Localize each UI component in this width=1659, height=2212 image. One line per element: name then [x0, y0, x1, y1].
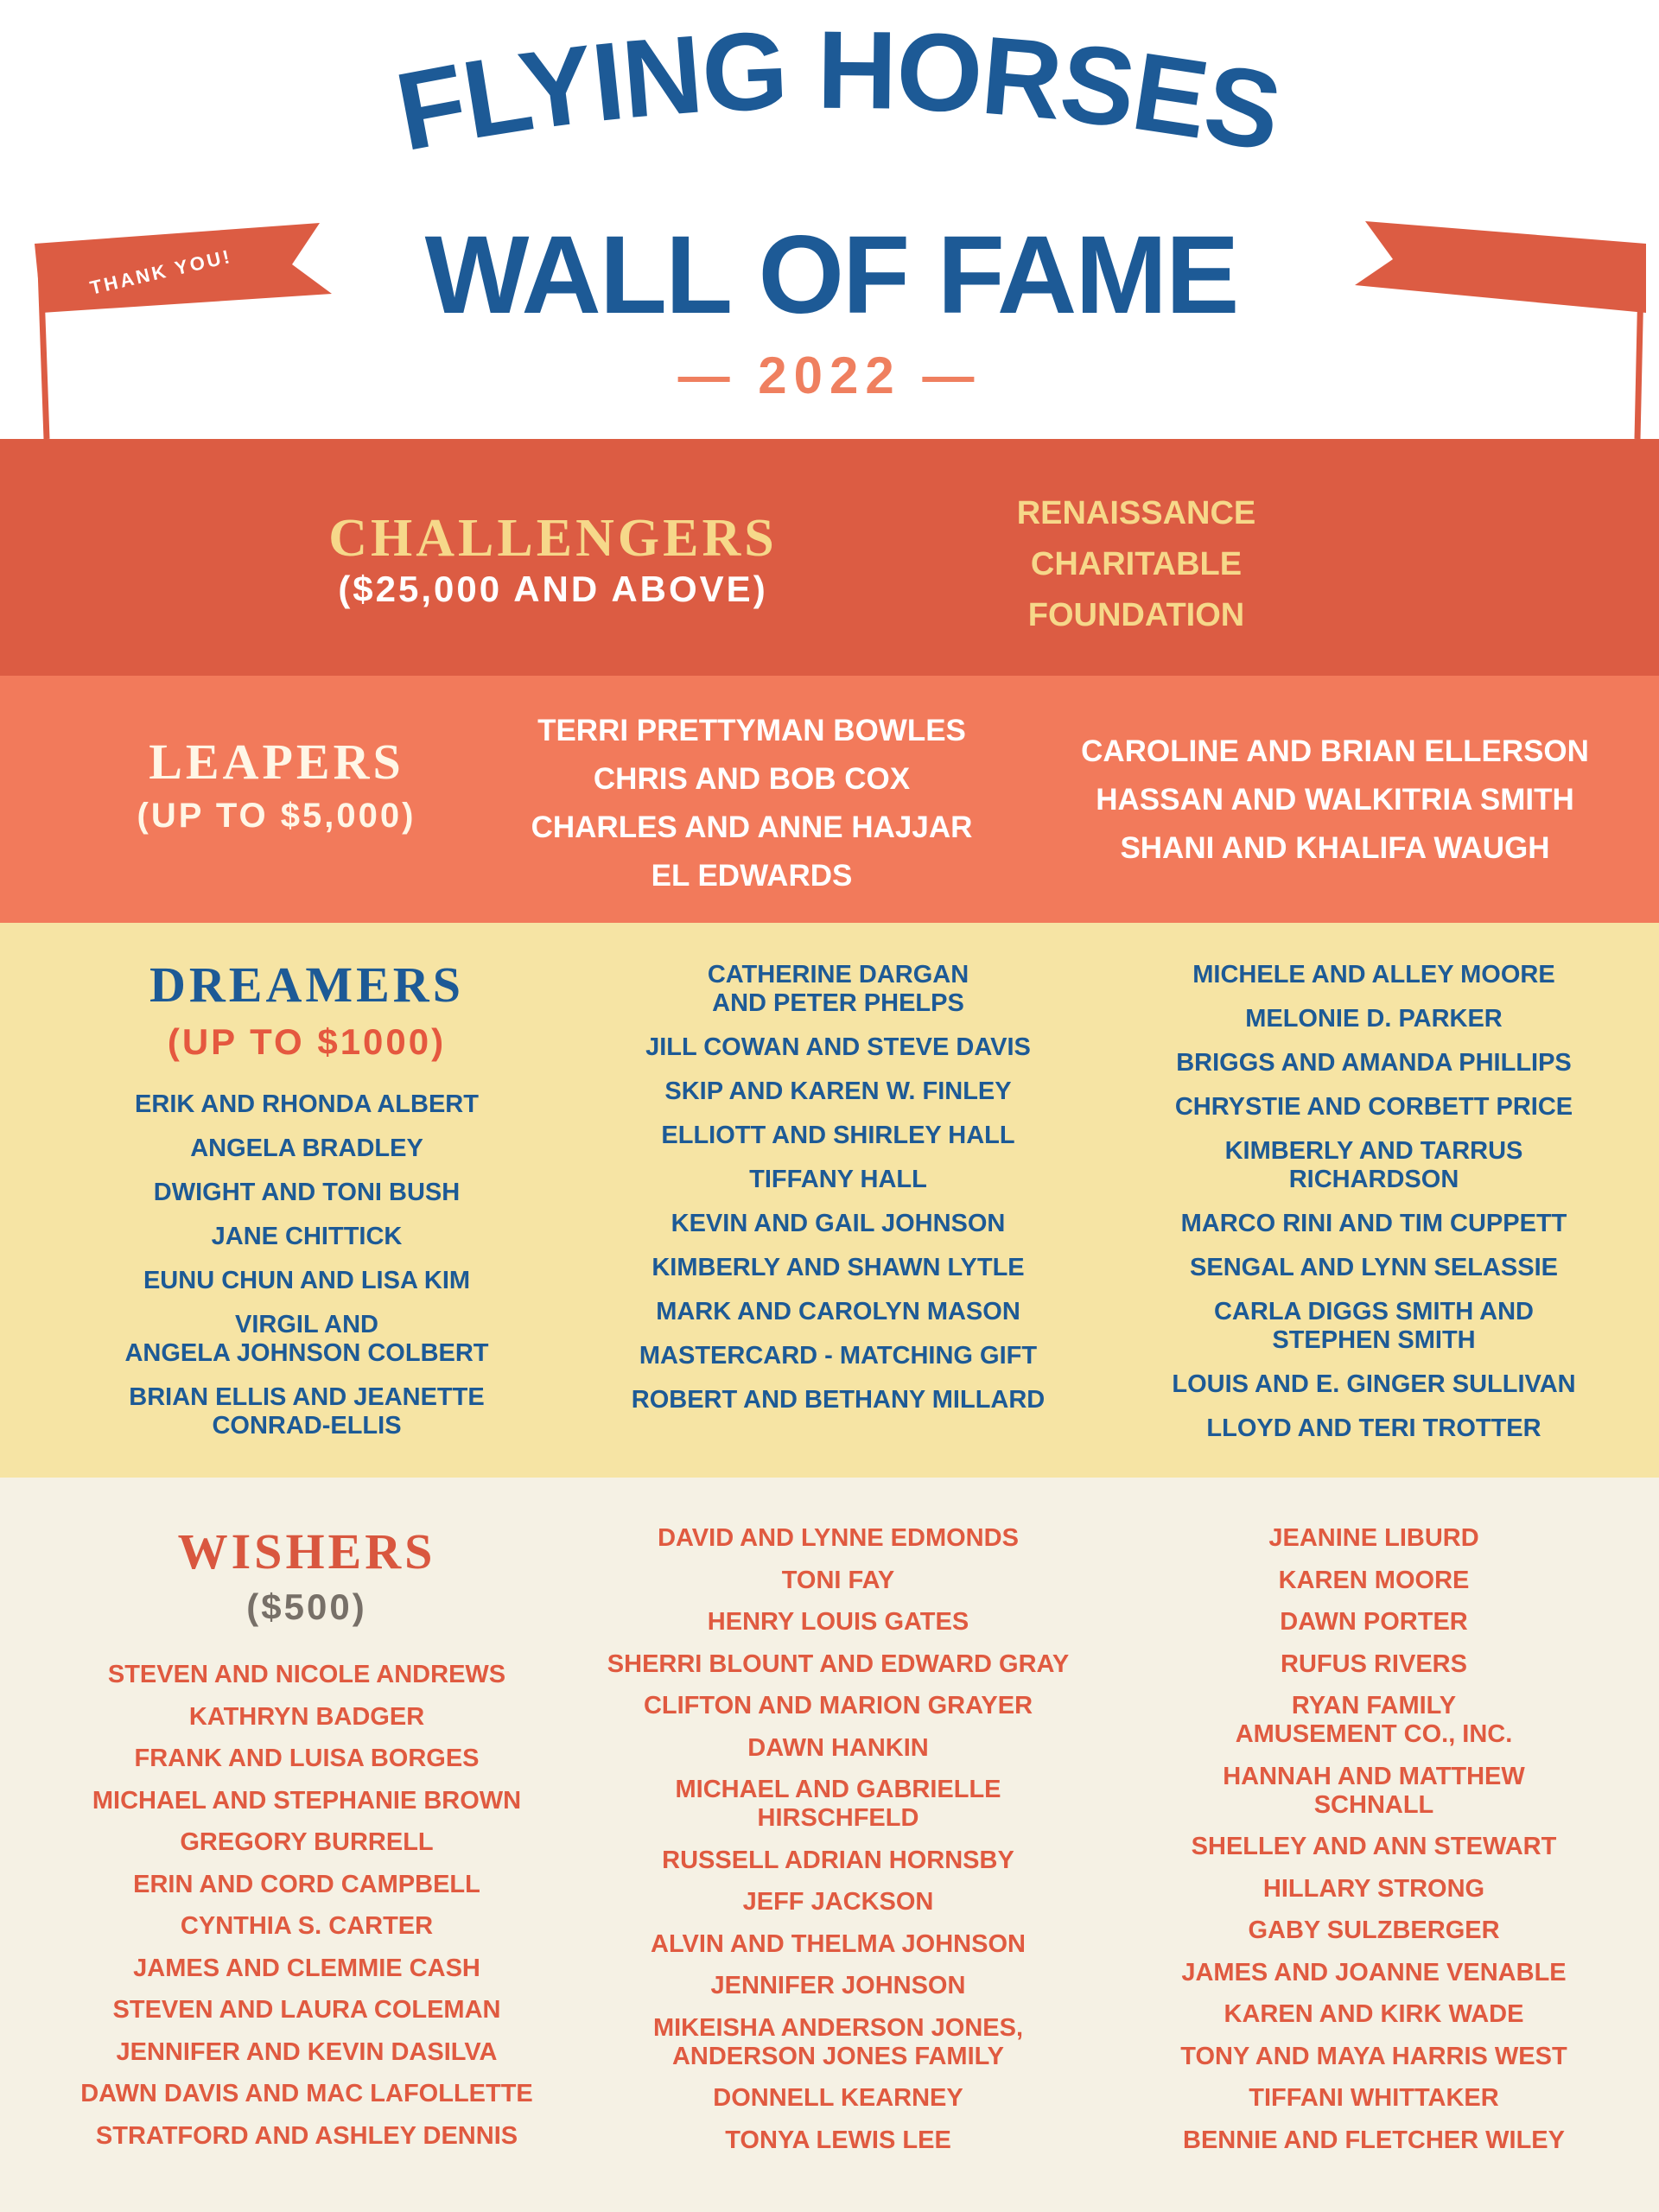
donor-list	[1115, 1524, 1633, 2168]
donor-list	[1115, 961, 1633, 1459]
donor-name: MICHAEL AND STEPHANIE BROWN	[92, 1786, 522, 1815]
donor-name: MIKEISHA ANDERSON JONES, ANDERSON JONES FAMILY	[652, 2013, 1024, 2070]
donor-name: KEVIN AND GAIL JOHNSON	[671, 1210, 1006, 1237]
donor-name: TONI FAY	[781, 1566, 895, 1594]
tier-range: (UP TO $1000)	[167, 1021, 447, 1062]
donor-name: EUNU CHUN AND LISA KIM	[143, 1267, 471, 1294]
donor-name: ROBERT AND BETHANY MILLARD	[631, 1386, 1046, 1414]
donor-name: CHARLES AND ANNE HAJJAR	[531, 810, 973, 844]
banner-text: THANK YOU!	[87, 245, 234, 299]
donor-name: BRIGGS AND AMANDA PHILLIPS	[1176, 1049, 1572, 1077]
donor-name: RYAN FAMILY AMUSEMENT CO., INC.	[1235, 1692, 1513, 1748]
donor-name: DAWN DAVIS AND MAC LAFOLLETTE	[80, 2080, 533, 2107]
tier-title: CHALLENGERS	[328, 509, 778, 568]
title-line1: FLYING HORSES	[387, 8, 1289, 175]
donor-name: ERIN AND CORD CAMPBELL	[133, 1870, 480, 1898]
donor-name: TONY AND MAYA HARRIS WEST	[1180, 2042, 1567, 2070]
title-line2: WALL OF FAME	[424, 213, 1238, 337]
donor-name: CHRIS AND BOB COX	[593, 762, 911, 796]
donor-name: JENNIFER JOHNSON	[710, 1972, 966, 1999]
donor-name: JENNIFER AND KEVIN DASILVA	[116, 2037, 498, 2066]
donor-name: BENNIE AND FLETCHER WILEY	[1183, 2126, 1565, 2154]
year: — 2022 —	[677, 346, 982, 404]
wishers-section	[0, 1478, 1659, 2212]
donor-name: DWIGHT AND TONI BUSH	[153, 1179, 461, 1206]
donor-list	[484, 707, 1020, 900]
donor-name: CATHERINE DARGAN AND PETER PHELPS	[707, 961, 969, 1017]
donor-name: MICHELE AND ALLEY MOORE	[1192, 961, 1555, 988]
donor-list	[52, 1090, 562, 1456]
donor-name: VIRGIL AND ANGELA JOHNSON COLBERT	[124, 1311, 489, 1367]
donor-name: HASSAN AND WALKITRIA SMITH	[1096, 783, 1574, 817]
donor-list	[1037, 728, 1633, 873]
donor-name: LLOYD AND TERI TROTTER	[1206, 1414, 1541, 1442]
donor-name: KATHRYN BADGER	[188, 1702, 425, 1731]
donor-name: JEFF JACKSON	[742, 1888, 934, 1916]
donor-name: SENGAL AND LYNN SELASSIE	[1190, 1254, 1558, 1281]
donor-name: TERRI PRETTYMAN BOWLES	[537, 714, 966, 747]
header	[0, 0, 1659, 439]
donor-name: LOUIS AND E. GINGER SULLIVAN	[1172, 1370, 1576, 1398]
donor-name: DAWN PORTER	[1280, 1608, 1468, 1636]
tier-range: (UP TO $5,000)	[137, 797, 416, 835]
donor-name: SHERRI BLOUNT AND EDWARD GRAY	[607, 1649, 1070, 1678]
donor-name: CHRYSTIE AND CORBETT PRICE	[1174, 1093, 1573, 1121]
donor-name: JILL COWAN AND STEVE DAVIS	[645, 1033, 1031, 1061]
donor-name: CYNTHIA S. CARTER	[180, 1912, 434, 1940]
donor-name: GREGORY BURRELL	[180, 1828, 434, 1856]
donor-name: KAREN AND KIRK WADE	[1224, 2000, 1524, 2028]
donor-name: JAMES AND JOANNE VENABLE	[1181, 1958, 1567, 1986]
tier-title: LEAPERS	[149, 734, 404, 790]
donor-list	[579, 961, 1097, 1430]
donor-name: CARLA DIGGS SMITH AND STEPHEN SMITH	[1213, 1298, 1534, 1354]
donor-name: STRATFORD AND ASHLEY DENNIS	[95, 2121, 518, 2150]
donor-name: MARK AND CAROLYN MASON	[656, 1298, 1020, 1325]
donor-name: JAMES AND CLEMMIE CASH	[133, 1954, 480, 1982]
donor-name: ERIK AND RHONDA ALBERT	[135, 1090, 479, 1118]
tier-range: ($25,000 AND ABOVE)	[338, 569, 768, 609]
donor-name: MICHAEL AND GABRIELLE HIRSCHFELD	[675, 1776, 1001, 1832]
donor-name: RUSSELL ADRIAN HORNSBY	[662, 1846, 1014, 1874]
donor-name: TIFFANI WHITTAKER	[1249, 2084, 1499, 2112]
donor-name: KIMBERLY AND SHAWN LYTLE	[652, 1254, 1025, 1281]
right-banner-flag	[1355, 221, 1646, 313]
donor-name: BRIAN ELLIS AND JEANETTE CONRAD-ELLIS	[129, 1383, 485, 1440]
donor-name: DAVID AND LYNNE EDMONDS	[658, 1524, 1019, 1552]
donor-name: HILLARY STRONG	[1262, 1874, 1485, 1903]
donor-name: EL EDWARDS	[651, 859, 853, 893]
tier-range: ($500)	[246, 1586, 367, 1627]
dreamers-section	[0, 923, 1659, 1478]
donor-name: CAROLINE AND BRIAN ELLERSON	[1081, 734, 1589, 768]
donor-name: RENAISSANCE	[1016, 495, 1256, 531]
donor-name: ELLIOTT AND SHIRLEY HALL	[661, 1122, 1015, 1149]
donor-name: SKIP AND KAREN W. FINLEY	[664, 1077, 1012, 1105]
donor-name: KIMBERLY AND TARRUS RICHARDSON	[1224, 1137, 1523, 1193]
tier-title: DREAMERS	[149, 957, 464, 1013]
donor-name: HENRY LOUIS GATES	[707, 1608, 969, 1636]
donor-name: TIFFANY HALL	[749, 1166, 927, 1193]
leapers-section	[0, 676, 1659, 923]
donor-name: ALVIN AND THELMA JOHNSON	[651, 1929, 1026, 1958]
donor-name: JANE CHITTICK	[211, 1223, 403, 1250]
donor-name: GABY SULZBERGER	[1248, 1916, 1500, 1944]
donor-name: FRANK AND LUISA BORGES	[134, 1745, 480, 1772]
donor-name: MASTERCARD - MATCHING GIFT	[639, 1342, 1038, 1370]
donor-name: KAREN MOORE	[1278, 1566, 1470, 1594]
donor-list	[579, 1524, 1097, 2168]
donor-name: FOUNDATION	[1027, 597, 1245, 633]
donor-name: SHELLEY AND ANN STEWART	[1191, 1833, 1557, 1860]
donor-name: MARCO RINI AND TIM CUPPETT	[1180, 1210, 1567, 1237]
donor-name: CLIFTON AND MARION GRAYER	[643, 1692, 1033, 1719]
challengers-section	[0, 439, 1659, 676]
donor-name: CHARITABLE	[1030, 546, 1243, 582]
tier-title: WISHERS	[177, 1523, 436, 1580]
donor-name: HANNAH AND MATTHEW SCHNALL	[1223, 1762, 1525, 1819]
donor-name: MELONIE D. PARKER	[1245, 1005, 1503, 1033]
donor-list	[52, 1661, 562, 2164]
donor-name: STEVEN AND NICOLE ANDREWS	[107, 1661, 506, 1688]
donor-name: TONYA LEWIS LEE	[725, 2126, 951, 2154]
donor-name: DAWN HANKIN	[747, 1733, 929, 1762]
donor-name: SHANI AND KHALIFA WAUGH	[1120, 831, 1550, 865]
donor-name: RUFUS RIVERS	[1281, 1649, 1467, 1678]
donor-name: ANGELA BRADLEY	[190, 1135, 423, 1162]
donor-list	[933, 488, 1339, 641]
donor-name: JEANINE LIBURD	[1268, 1524, 1479, 1552]
donor-name: STEVEN AND LAURA COLEMAN	[112, 1996, 501, 2024]
donor-name: DONNELL KEARNEY	[713, 2084, 963, 2112]
